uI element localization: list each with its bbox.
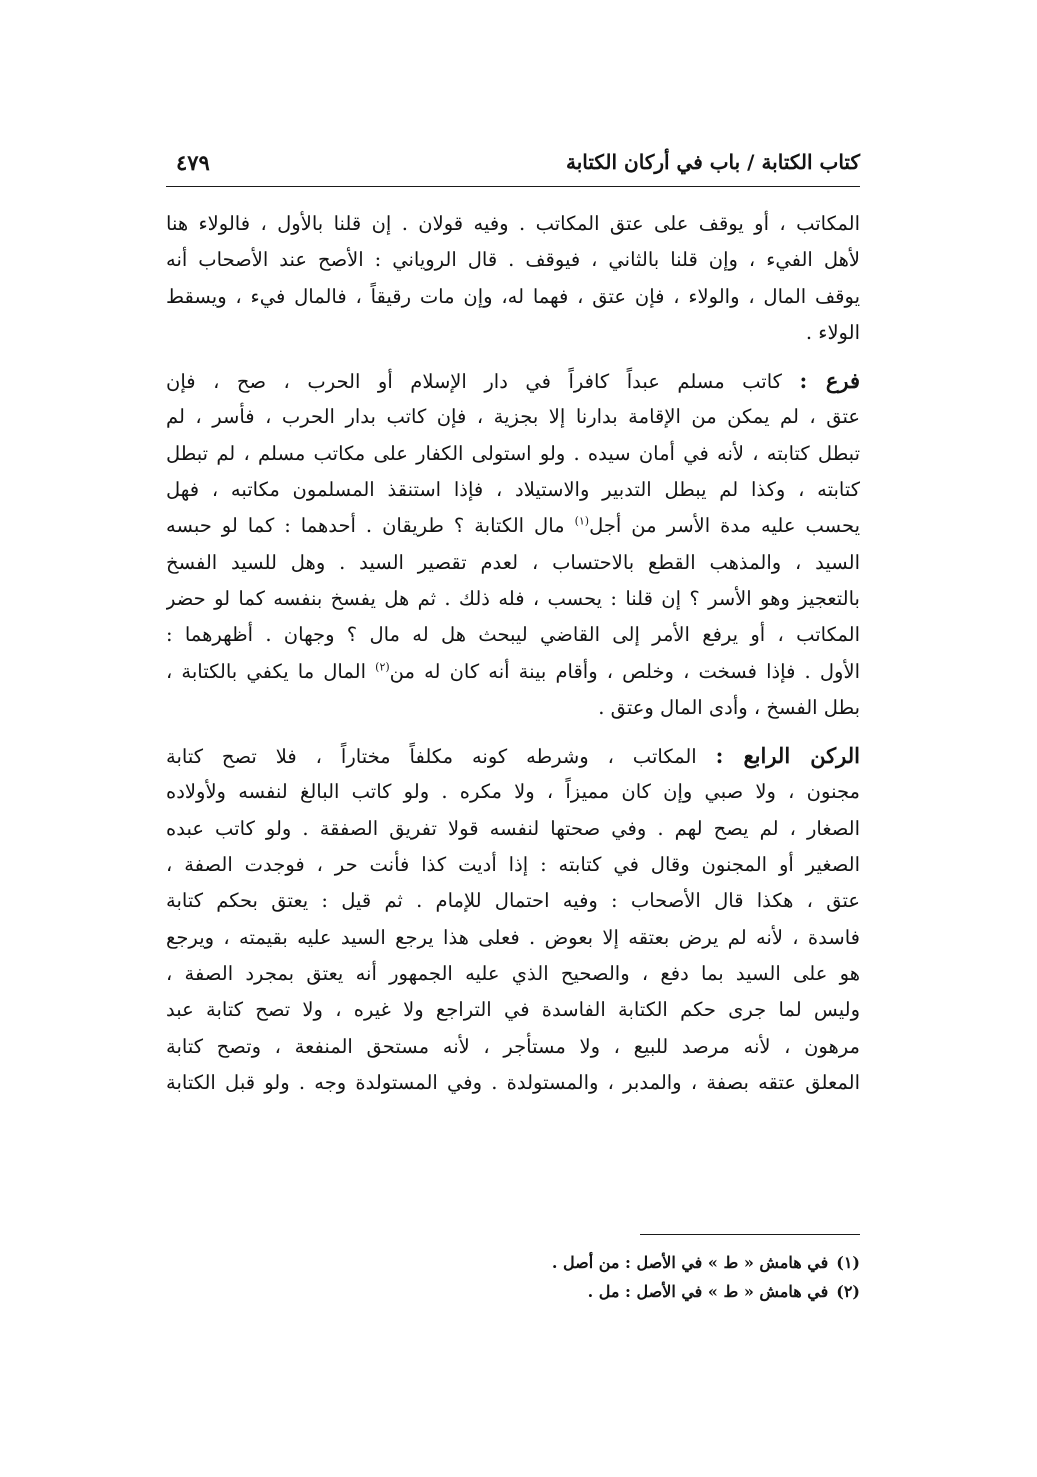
text-line: الولاء . [805,320,860,344]
text-segment: الأول . فإذا فسخت ، وخلص ، وأقام بينة أنه كان له من [389,659,860,683]
running-title: كتاب الكتابة / باب في أركان الكتابة [565,150,860,174]
footnote-1 [360,1248,860,1277]
footnote-text: في هامش « ط » في الأصل : من أصل . [551,1253,829,1272]
text-segment: المال ما يكفي بالكتابة ، [166,659,367,683]
text-segment: يحسب عليه مدة الأسر من أجل [589,514,860,538]
text-line: مرهون ، لأنه مرصد للبيع ، ولا مستأجر ، لأنه مستحق المنفعة ، وتصح كتابة [166,1034,860,1058]
text-line: بطل الفسخ ، وأدى المال وعتق . [598,695,860,719]
text-line [166,654,860,690]
section-lead: الركن الرابع : [715,743,860,769]
text-segment: المكاتب ، وشرطه كونه مكلفاً مختاراً ، فلا تصح كتابة [166,745,697,769]
text-line [166,738,860,774]
footnote-number: (١) [836,1253,860,1272]
text-line: يوقف المال ، والولاء ، فإن عتق ، فهما له، وإن مات رقيقاً ، فالمال فيء ، ويسقط [166,284,860,308]
section-lead: فرع : [799,368,860,394]
text-line: تبطل كتابته ، لأنه في أمان سيده . ولو استولى الكفار على مكاتب مسلم ، لم تبطل [166,441,860,465]
footnote-ref-2[interactable]: (٢) [375,660,390,674]
text-line: هو على السيد بما دفع ، والصحيح الذي عليه الجمهور أنه يعتق بمجرد الصفة ، [166,961,860,985]
page-number: ٤٧٩ [176,150,210,175]
footnotes [360,1248,860,1306]
main-text [166,206,860,1101]
text-line: المعلق عتقه بصفة ، والمدبر ، والمستولدة . وفي المستولدة وجه . ولو قبل الكتابة [166,1070,860,1094]
footnote-2 [360,1277,860,1306]
text-line: عتق ، لم يمكن من الإقامة بدارنا إلا بجزية ، فإن كاتب بدار الحرب ، فأسر ، لم [166,405,860,429]
text-line: عتق ، هكذا قال الأصحاب : وفيه احتمال للإمام . ثم قيل : يعتق بحكم كتابة [166,889,860,913]
text-line: مجنون ، ولا صبي وإن كان مميزاً ، ولا مكره . ولو كاتب البالغ لنفسه ولأولاده [166,780,860,804]
text-line: وليس لما جرى حكم الكتابة الفاسدة في التراجع ولا غيره ، ولا تصح كتابة عبد [166,998,860,1022]
text-line: الصغار ، لم يصح لهم . وفي صحتها لنفسه قولا تفريق الصفقة . ولو كاتب عبده [166,816,860,840]
text-line: كتابته ، وكذا لم يبطل التدبير والاستيلاد ، فإذا استنقذ المسلمون مكاتبه ، فهل [166,478,860,502]
paragraph-far3 [166,363,860,726]
page-header [166,142,860,187]
paragraph-rukn-rabi [166,738,860,1101]
footnote-divider [640,1234,860,1235]
footnote-ref-1[interactable]: (١) [574,514,590,528]
text-line: فاسدة ، لأنه لم يرض بعتقه إلا بعوض . فعلى هذا يرجع السيد عليه بقيمته ، ويرجع [166,925,860,949]
text-line: المكاتب ، أو يرفع الأمر إلى القاضي ليبحث هل له مال ؟ وجهان . أظهرهما : [166,623,860,647]
footnote-number: (٢) [836,1282,860,1301]
text-line: الصغير أو المجنون وقال في كتابته : إذا أديت كذا فأنت حر ، فوجدت الصفة ، [166,853,860,877]
text-segment: كاتب مسلم عبداً كافراً في دار الإسلام أو الحرب ، صح ، فإن [166,370,782,394]
text-line: لأهل الفيء ، وإن قلنا بالثاني ، فيوقف . قال الروياني : الأصح عند الأصحاب أنه [166,248,860,272]
text-line [166,508,860,544]
text-line: المكاتب ، أو يوقف على عتق المكاتب . وفيه قولان . إن قلنا بالأول ، فالولاء هنا [166,212,860,235]
footnote-text: في هامش « ط » في الأصل : مل . [587,1282,829,1301]
text-line: بالتعجيز وهو الأسر ؟ إن قلنا : يحسب ، فله ذلك . ثم هل يفسخ بنفسه كما لو حضر [166,586,860,610]
text-line: السيد ، والمذهب القطع بالاحتساب ، لعدم تقصير السيد . وهل للسيد الفسخ [166,550,860,574]
text-segment: مال الكتابة ؟ طريقان . أحدهما : كما لو حبسه [166,514,565,538]
text-line [166,363,860,399]
paragraph-1 [166,206,860,351]
